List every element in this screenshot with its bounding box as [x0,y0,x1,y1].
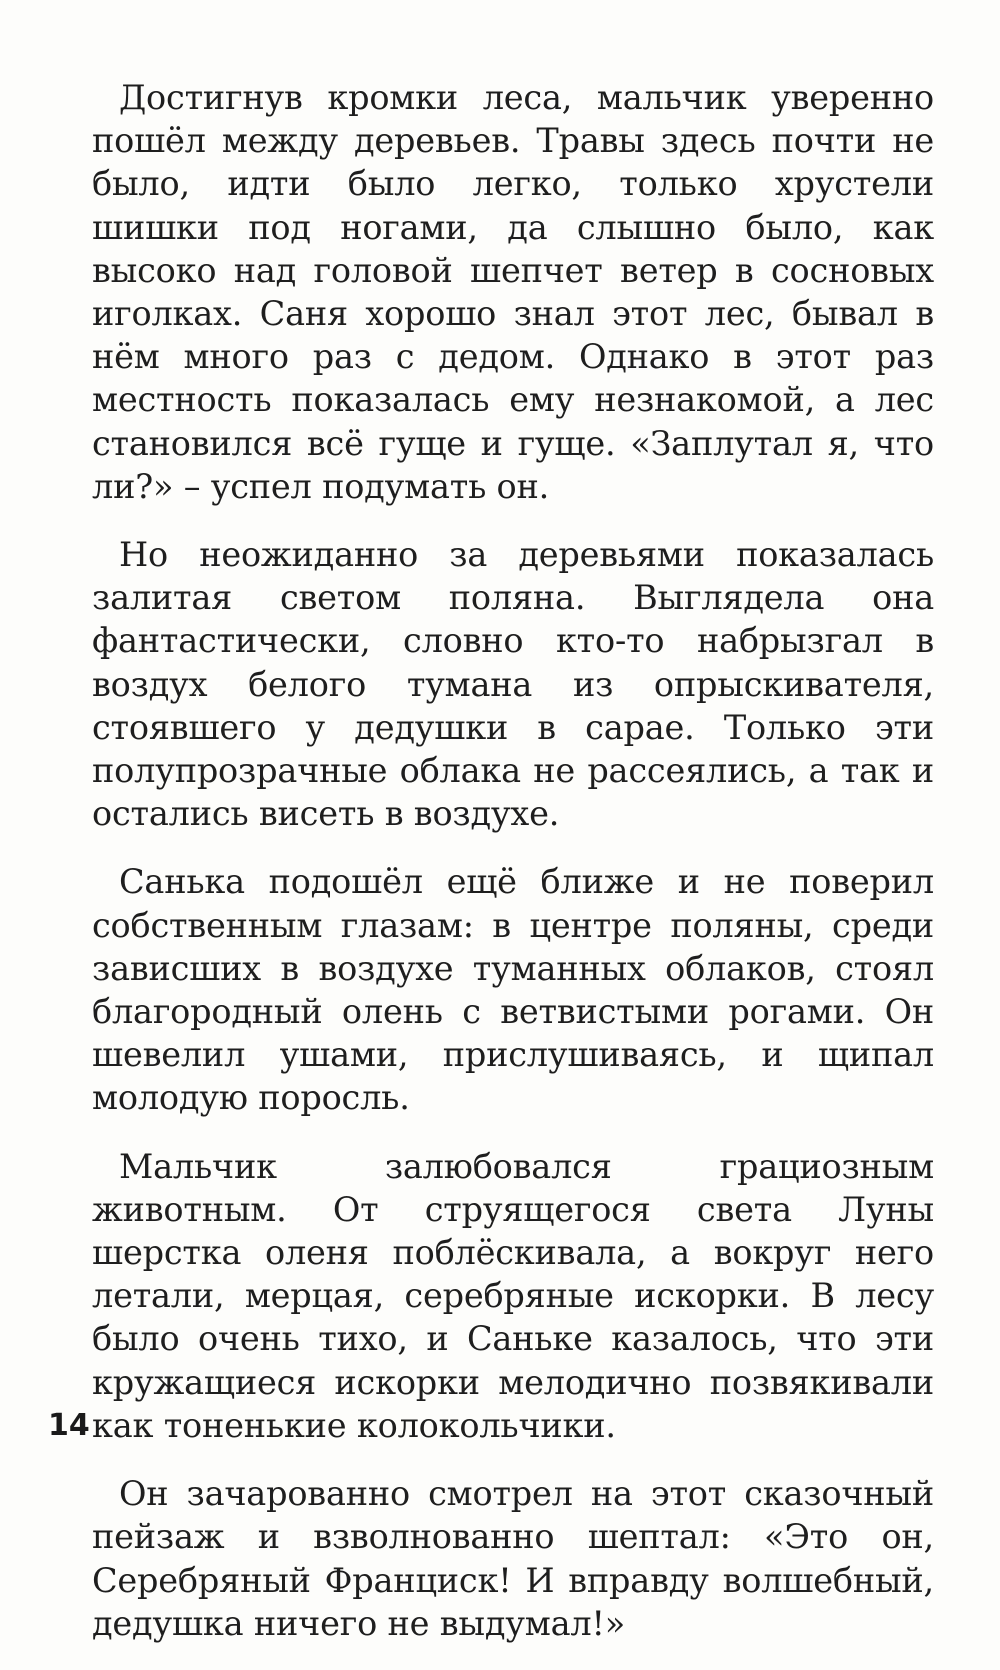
page-number: 14 [48,1408,90,1443]
paragraph-3: Санька подошёл ещё ближе и не поверил собственным глазам: в центре поляны, среди зависших в воздухе туманных облаков, стоял благородный олень с ветвистыми рогами. Он шевелил ушами, прислушиваясь, и щипал молодую поросль. [92,862,934,1118]
page-body [92,76,934,1670]
paragraph-1: Достигнув кромки леса, мальчик уверенно пошёл между деревьев. Травы здесь почти не было, идти было легко, только хрустели шишки под ногами, да слышно было, как высоко над головой шепчет ветер в сосновых иголках. Саня хорошо знал этот лес, бывал в нём много раз с дедом. Однако в этот раз местность показалась ему незнакомой, а лес становился всё гуще и гуще. «Заплутал я, что ли?» – успел подумать он. [92,78,934,506]
paragraph-5: Он зачарованно смотрел на этот сказочный пейзаж и взволнованно шептал: «Это он, Серебряный Франциск! И вправду волшебный, дедушка ничего не выдумал!» [92,1474,934,1643]
paragraph-2: Но неожиданно за деревьями показалась залитая светом поляна. Выглядела она фантастически, словно кто-то набрызгал в воздух белого тумана из опрыскивателя, стоявшего у дедушки в сарае. Только эти полупрозрачные облака не рассеялись, а так и остались висеть в воздухе. [92,535,934,834]
paragraph-4: Мальчик залюбовался грациозным животным. От струящегося света Луны шерстка оленя поблёскивала, а вокруг него летали, мерцая, серебряные искорки. В лесу было очень тихо, и Саньке казалось, что эти кружащиеся искорки мелодично позвякивали как тоненькие колокольчики. [92,1146,934,1445]
